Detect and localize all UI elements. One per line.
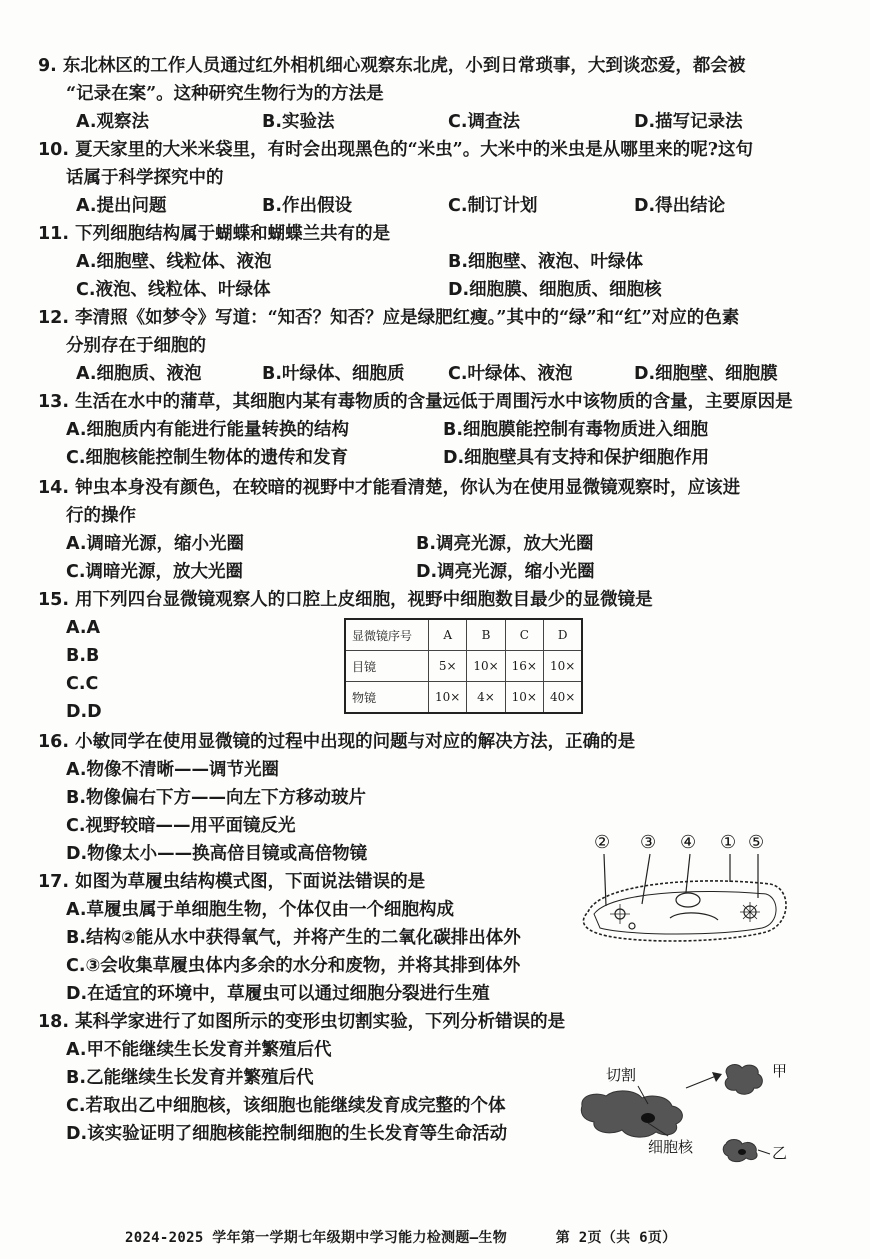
option-b: B.实验法 [262,112,335,132]
question-stem-cont: 行的操作 [66,506,136,526]
question-9 [38,52,820,136]
option-c: C.细胞核能控制生物体的遗传和发育 [66,448,348,468]
table-header-cell: 显微镜序号 [345,619,429,651]
question-number: 14. [38,478,70,498]
question-number: 16. [38,732,70,752]
table-cell: 10× [543,651,582,682]
option-b: B.叶绿体、细胞质 [262,364,405,384]
table-row [345,682,582,714]
option-a: A.草履虫属于单细胞生物，个体仅由一个细胞构成 [66,900,455,920]
amoeba-body [581,1091,682,1137]
option-a: A.甲不能继续生长发育并繁殖后代 [66,1040,332,1060]
question-stem: 用下列四台显微镜观察人的口腔上皮细胞，视野中细胞数目最少的显微镜是 [75,590,653,610]
option-a: A.细胞壁、线粒体、液泡 [76,252,272,272]
jia-label: 甲 [772,1062,788,1080]
option-d: D.调亮光源，缩小光圈 [416,562,595,582]
table-cell: 40× [543,682,582,714]
figure-label-3: ③ [640,832,657,853]
option-a: A.A [66,618,101,638]
options [38,530,820,586]
table-header-row [345,619,582,651]
question-number: 12. [38,308,70,328]
microscope-table [344,618,583,714]
figure-label-4: ④ [680,832,697,853]
question-stem: 如图为草履虫结构模式图，下面说法错误的是 [75,872,426,892]
option-a: A.提出问题 [76,196,167,216]
option-c: C.液泡、线粒体、叶绿体 [76,280,271,300]
option-d: D.在适宜的环境中，草履虫可以通过细胞分裂进行生殖 [66,984,490,1004]
fragment-jia [725,1065,762,1095]
options [38,192,820,220]
options [38,360,820,388]
nucleus-label: 细胞核 [648,1138,694,1156]
table-cell: 10× [505,682,543,714]
table-cell: 10× [467,651,505,682]
question-stem-cont: “记录在案”。这种研究生物行为的方法是 [66,84,384,104]
table-cell: 物镜 [345,682,429,714]
option-d: D.描写记录法 [634,112,743,132]
question-stem: 下列细胞结构属于蝴蝶和蝴蝶兰共有的是 [75,224,391,244]
question-stem: 李清照《如梦令》写道：“知否？知否？应是绿肥红瘦。”其中的“绿”和“红”对应的色素 [75,308,740,328]
option-d: D.细胞壁具有支持和保护细胞作用 [443,448,710,468]
option-c: C.若取出乙中细胞核，该细胞也能继续发育成完整的个体 [66,1096,506,1116]
footer-title: 2024-2025 学年第一学期七年级期中学习能力检测题—生物 [125,1230,508,1246]
table-header-cell: C [505,619,543,651]
table-row [345,651,582,682]
question-number: 17. [38,872,70,892]
options [38,248,820,304]
table-cell: 16× [505,651,543,682]
option-d: D.D [66,702,102,722]
option-c: C.③会收集草履虫体内多余的水分和废物，并将其排到体外 [66,956,521,976]
option-c: C.调暗光源，放大光圈 [66,562,243,582]
page-number: 第 2页（共 6页） [555,1230,677,1246]
option-b: B.B [66,646,100,666]
table-cell: 4× [467,682,505,714]
question-stem: 钟虫本身没有颜色，在较暗的视野中才能看清楚，你认为在使用显微镜观察时，应该进 [75,478,741,498]
option-a: A.细胞质、液泡 [76,364,202,384]
option-a: A.物像不清晰——调节光圈 [66,760,280,780]
option-d: D.得出结论 [634,196,726,216]
option-d: D.物像太小——换高倍目镜或高倍物镜 [66,844,368,864]
question-stem-cont: 话属于科学探究中的 [66,168,224,188]
question-number: 18. [38,1012,70,1032]
options [38,416,820,472]
question-number: 10. [38,140,70,160]
table-header-cell: B [467,619,505,651]
table-header-cell: D [543,619,582,651]
option-c: C.叶绿体、液泡 [448,364,573,384]
question-13 [38,388,820,472]
page-footer [125,1227,676,1247]
question-stem: 某科学家进行了如图所示的变形虫切割实验，下列分析错误的是 [75,1012,566,1032]
option-b: B.细胞壁、液泡、叶绿体 [448,252,643,272]
question-10 [38,136,820,220]
cut-label: 切割 [606,1066,637,1084]
question-17 [38,868,820,1008]
question-12 [38,304,820,388]
option-a: A.观察法 [76,112,150,132]
option-c: C.调查法 [448,112,520,132]
option-b: B.物像偏右下方——向左下方移动玻片 [66,788,366,808]
option-d: D.细胞膜、细胞质、细胞核 [448,280,662,300]
table-cell: 目镜 [345,651,429,682]
question-stem: 夏天家里的大米米袋里，有时会出现黑色的“米虫”。大米中的米虫是从哪里来的呢?这句 [75,140,753,160]
question-stem: 东北林区的工作人员通过红外相机细心观察东北虎，小到日常琐事，大到谈恋爱，都会被 [62,56,746,76]
option-b: B.细胞膜能控制有毒物质进入细胞 [443,420,708,440]
option-d: D.该实验证明了细胞核能控制细胞的生长发育等生命活动 [66,1124,508,1144]
option-c: C.制订计划 [448,196,538,216]
question-11 [38,220,820,304]
question-stem-cont: 分别存在于细胞的 [66,336,206,356]
option-c: C.C [66,674,99,694]
figure-label-2: ② [594,832,611,853]
option-b: B.乙能继续生长发育并繁殖后代 [66,1068,314,1088]
table-header-cell: A [429,619,467,651]
options [38,108,820,136]
option-b: B.结构②能从水中获得氧气，并将产生的二氧化碳排出体外 [66,928,521,948]
figure-label-1: ① [720,832,737,853]
yi-label: 乙 [772,1144,788,1162]
amoeba-experiment-figure [576,1058,796,1168]
question-14 [38,474,820,586]
question-number: 11. [38,224,70,244]
table-cell: 10× [429,682,467,714]
question-number: 13. [38,392,70,412]
option-d: D.细胞壁、细胞膜 [634,364,778,384]
question-stem: 生活在水中的蒲草，其细胞内某有毒物质的含量远低于周围污水中该物质的含量，主要原因是 [75,392,793,412]
option-a: A.细胞质内有能进行能量转换的结构 [66,420,350,440]
question-number: 15. [38,590,70,610]
option-b: B.作出假设 [262,196,352,216]
figure-label-5: ⑤ [748,832,765,853]
option-a: A.调暗光源，缩小光圈 [66,534,245,554]
option-b: B.调亮光源，放大光圈 [416,534,594,554]
question-number: 9. [38,56,57,76]
question-stem: 小敏同学在使用显微镜的过程中出现的问题与对应的解决方法，正确的是 [75,732,636,752]
nucleus [641,1113,655,1123]
option-c: C.视野较暗——用平面镜反光 [66,816,296,836]
table-cell: 5× [429,651,467,682]
